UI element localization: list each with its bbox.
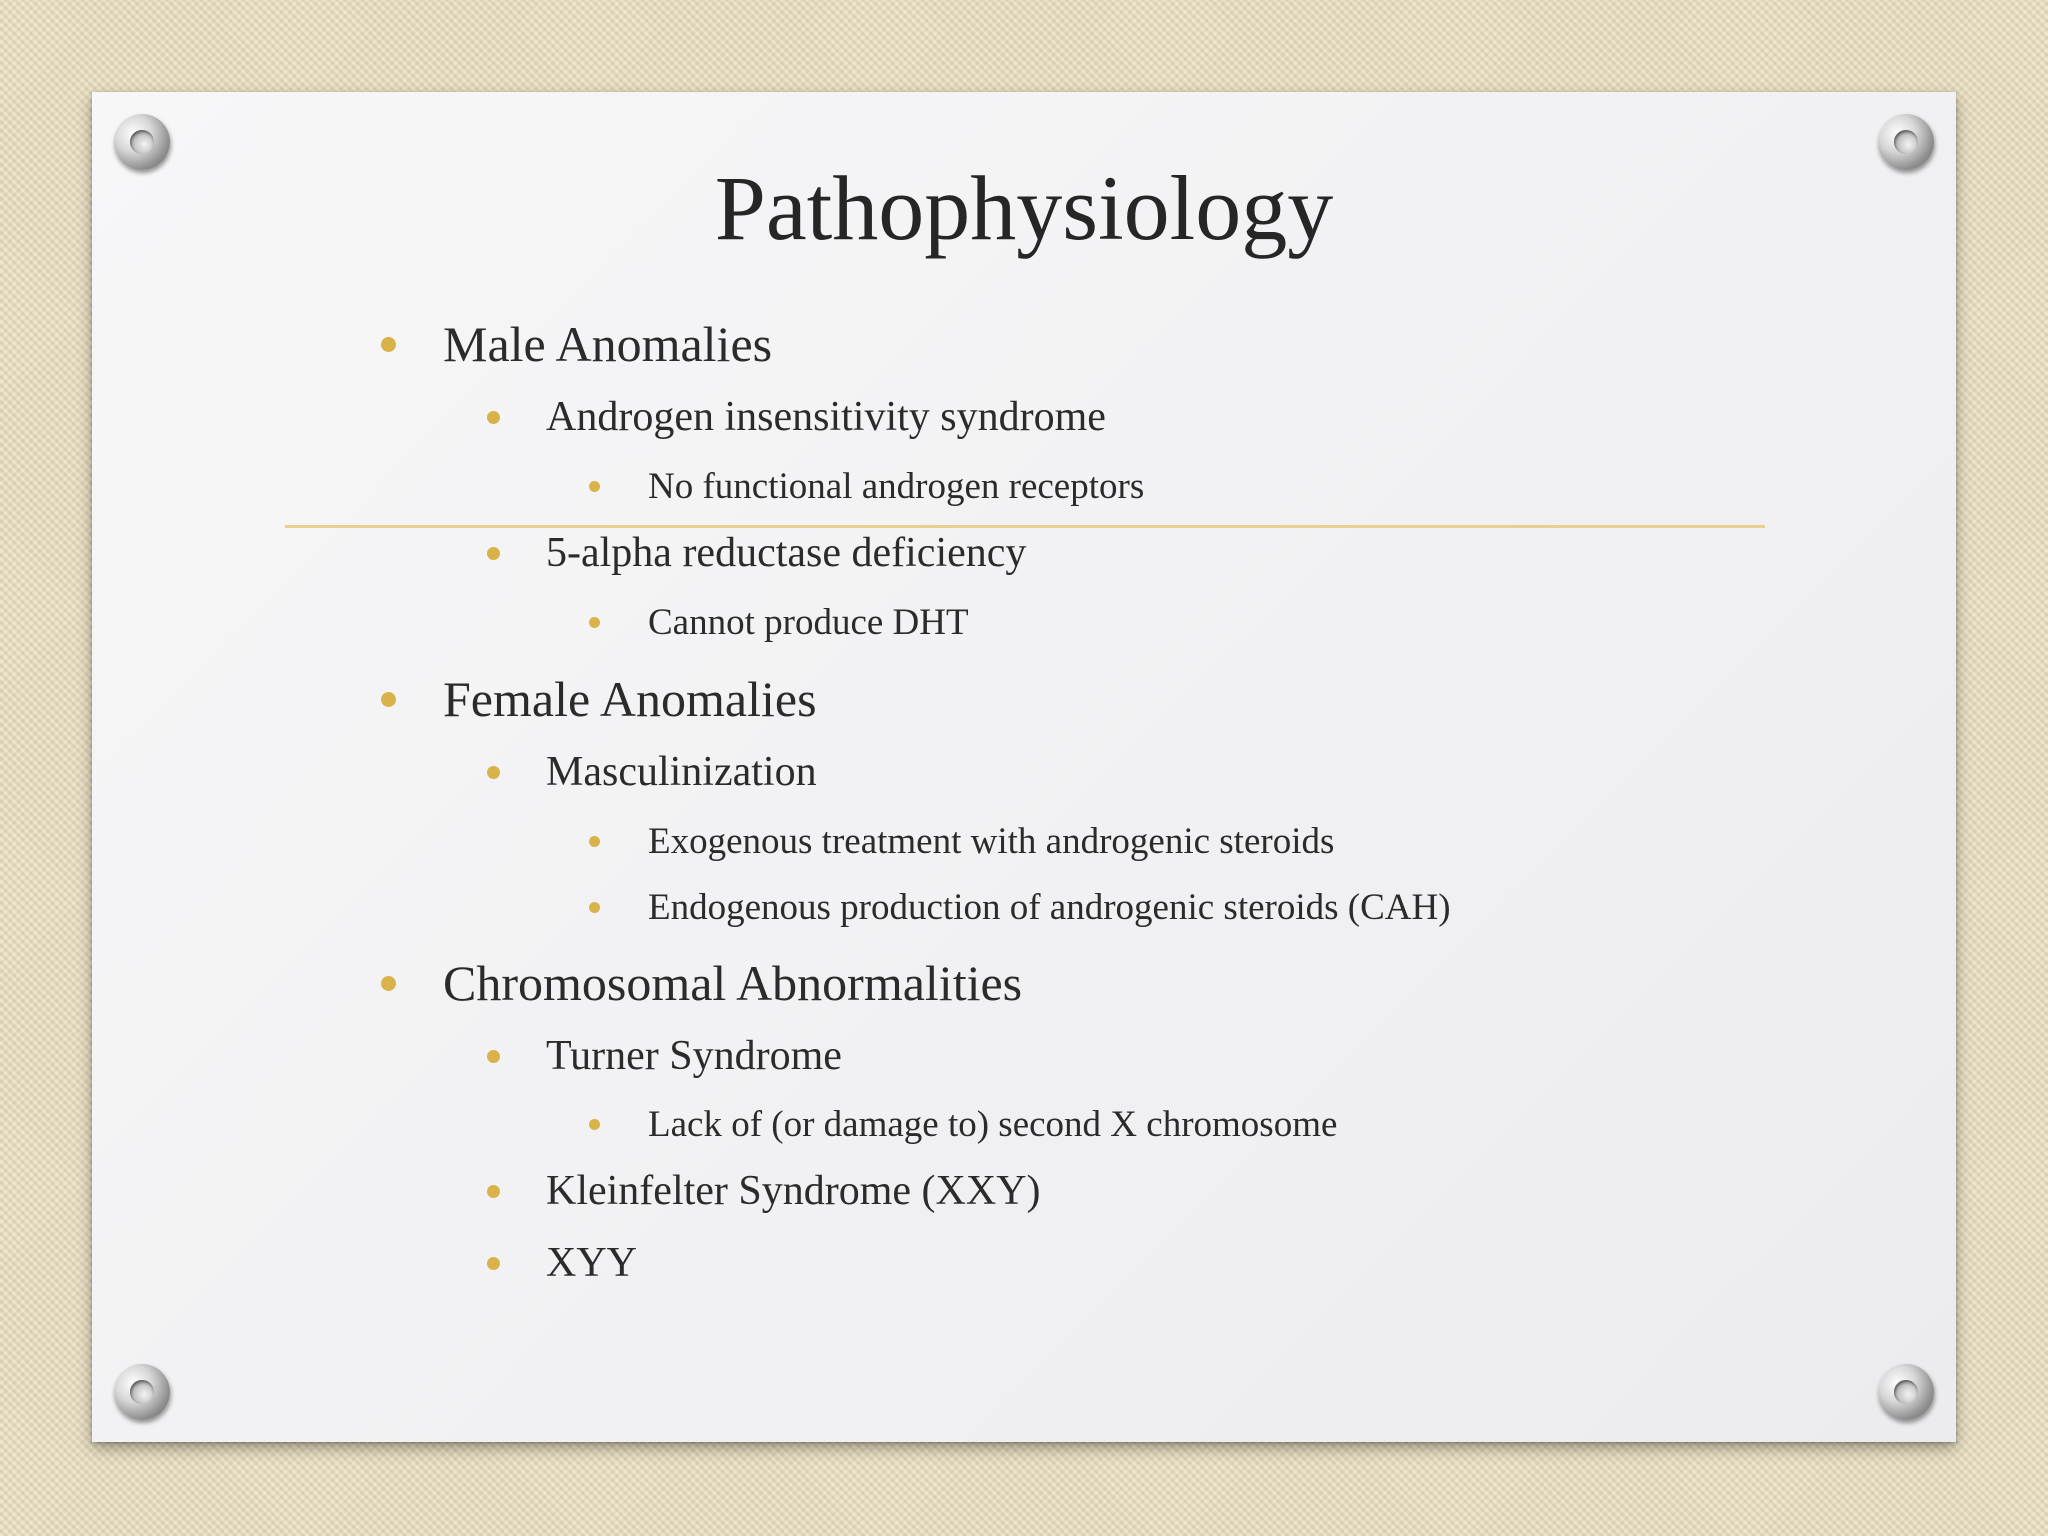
bullet-dot-icon [487,766,500,779]
bullet-text: Androgen insensitivity syndrome [546,394,1106,440]
bullet-dot-icon [487,1050,500,1063]
bullet-dot-icon [589,481,600,492]
bullet-dot-icon [381,692,396,707]
bullet-dot-icon [487,411,500,424]
bullet-item [443,955,1023,1011]
bullet-list [92,92,1956,1442]
bullet-dot-icon [487,1257,500,1270]
slide-title: Pathophysiology [714,157,1334,259]
bullet-text: XYY [546,1240,637,1286]
bullet-item [546,751,817,793]
bullet-text: Exogenous treatment with androgenic steroids [648,821,1335,862]
bullet-text: Lack of (or damage to) second X chromosome [648,1104,1338,1145]
bullet-item [648,1106,1337,1143]
bullet-item [546,1035,842,1077]
bullet-text: Turner Syndrome [546,1033,842,1079]
bullet-text: Endogenous production of androgenic steroids (CAH) [648,887,1451,928]
bullet-text: Kleinfelter Syndrome (XXY) [546,1168,1041,1214]
bullet-dot-icon [589,836,600,847]
bullet-item [648,823,1334,860]
bullet-text: Female Anomalies [443,671,817,727]
bullet-text: Masculinization [546,749,817,795]
bullet-text: Chromosomal Abnormalities [443,955,1023,1011]
bullet-item [443,671,817,727]
bullet-text: Cannot produce DHT [648,602,969,643]
bullet-text: Male Anomalies [443,316,773,372]
bullet-dot-icon [589,902,600,913]
bullet-item [546,1242,637,1284]
bullet-dot-icon [589,1119,600,1130]
bullet-item [648,889,1451,926]
bullet-item [546,532,1026,574]
bullet-dot-icon [381,337,396,352]
bullet-item [443,316,773,372]
bullet-item [546,1170,1041,1212]
bullet-text: No functional androgen receptors [648,466,1145,507]
bullet-item [648,604,969,641]
bullet-dot-icon [381,976,396,991]
bullet-text: 5-alpha reductase deficiency [546,530,1027,576]
bullet-item [546,396,1106,438]
bullet-dot-icon [589,617,600,628]
slide [92,92,1956,1442]
bullet-item [648,468,1144,505]
bullet-dot-icon [487,547,500,560]
bullet-dot-icon [487,1185,500,1198]
